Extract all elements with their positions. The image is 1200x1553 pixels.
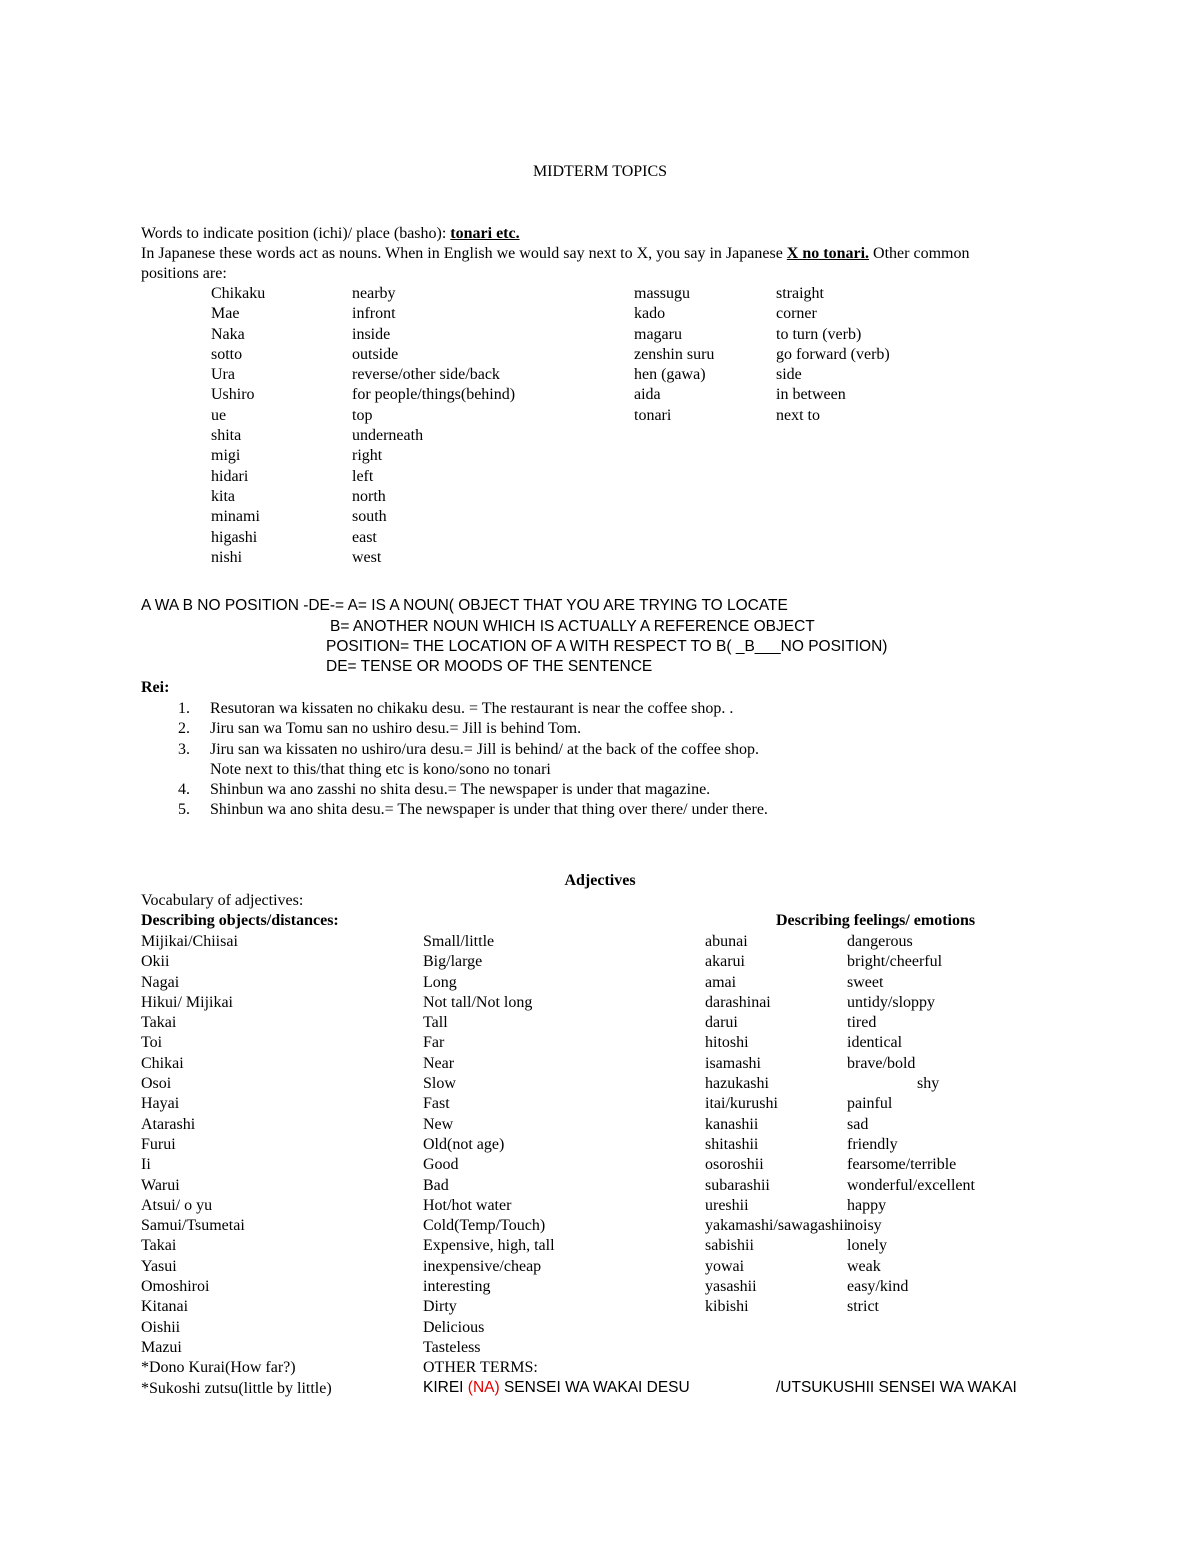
objects-en-item: Hot/hot water: [423, 1196, 512, 1214]
positions-left-jp-item: shita: [211, 427, 242, 445]
positions-right-jp-column: [634, 284, 714, 426]
example-part-2: SENSEI WA WAKAI DESU: [499, 1379, 690, 1396]
intro-line-2-suffix: Other common: [869, 245, 970, 262]
objects-en-item: Tall: [423, 1014, 448, 1032]
intro-line-2: [141, 244, 969, 264]
positions-left-en-item: west: [352, 548, 382, 566]
positions-left-jp-column: [211, 284, 265, 568]
rei-example-text: Shinbun wa ano zasshi no shita desu.= The newspaper is under that magazine.: [210, 781, 711, 799]
positions-right-jp-item: hen (gawa): [634, 366, 706, 384]
feelings-en-item: sad: [847, 1115, 869, 1133]
structure-line-3: POSITION= THE LOCATION OF A WITH RESPECT TO B( _B___NO POSITION): [326, 638, 888, 655]
feelings-jp-item: amai: [705, 973, 737, 991]
feelings-jp-item: subarashii: [705, 1176, 770, 1194]
objects-en-item: OTHER TERMS:: [423, 1359, 538, 1377]
objects-en-item: Old(not age): [423, 1135, 505, 1153]
objects-jp-item: Nagai: [141, 973, 180, 991]
feelings-jp-item: itai/kurushi: [705, 1095, 778, 1113]
rei-example-number: 4.: [178, 781, 190, 799]
feelings-jp-item: darashinai: [705, 993, 771, 1011]
rei-example-text: Jiru san wa Tomu san no ushiro desu.= Jill is behind Tom.: [210, 720, 582, 738]
objects-jp-item: *Sukoshi zutsu(little by little): [141, 1379, 332, 1397]
other-terms-example: [423, 1378, 690, 1398]
intro-line-3: positions are:: [141, 265, 227, 282]
positions-left-jp-item: higashi: [211, 528, 258, 546]
positions-left-jp-item: migi: [211, 447, 241, 465]
objects-jp-item: Furui: [141, 1135, 176, 1153]
objects-jp-item: Atarashi: [141, 1115, 196, 1133]
positions-left-en-item: east: [352, 528, 377, 546]
feelings-jp-item: hazukashi: [705, 1075, 769, 1093]
adjectives-heading: Adjectives: [564, 872, 636, 889]
positions-left-jp-item: Ura: [211, 366, 235, 384]
feelings-en-item: bright/cheerful: [847, 953, 943, 971]
positions-left-jp-item: Chikaku: [211, 285, 266, 302]
feelings-jp-item: kanashii: [705, 1115, 759, 1133]
intro-line-1-bold: tonari etc.: [450, 225, 520, 242]
positions-left-en-item: left: [352, 467, 374, 485]
positions-left-jp-item: ue: [211, 406, 227, 424]
positions-left-en-item: inside: [352, 325, 391, 343]
positions-left-jp-item: Ushiro: [211, 386, 255, 404]
feelings-en-item: fearsome/terrible: [847, 1156, 957, 1174]
rei-example-text: Note next to this/that thing etc is kono/sono no tonari: [210, 760, 551, 778]
feelings-en-item: easy/kind: [847, 1278, 909, 1296]
objects-en-column: [423, 932, 555, 1379]
positions-left-en-item: outside: [352, 345, 399, 363]
objects-en-item: Long: [423, 973, 457, 991]
feelings-en-item: lonely: [847, 1237, 887, 1255]
objects-jp-item: Osoi: [141, 1075, 172, 1093]
feelings-en-item: shy: [917, 1075, 940, 1093]
positions-left-en-item: top: [352, 406, 373, 424]
feelings-jp-item: akarui: [705, 953, 745, 971]
objects-jp-item: Oishii: [141, 1318, 181, 1336]
objects-jp-item: Kitanai: [141, 1298, 189, 1316]
positions-right-jp-item: kado: [634, 305, 666, 323]
positions-left-en-item: right: [352, 447, 383, 465]
feelings-jp-item: yakamashi/sawagashii: [705, 1217, 849, 1235]
objects-jp-item: Takai: [141, 1014, 177, 1032]
intro-line-1: [141, 224, 520, 244]
intro-line-2-bold: X no tonari.: [786, 245, 870, 262]
objects-en-item: Slow: [423, 1075, 456, 1093]
objects-jp-item: Hayai: [141, 1095, 180, 1113]
rei-example-text: Jiru san wa kissaten no ushiro/ura desu.= Jill is behind/ at the back of the coffee shop.: [210, 740, 760, 758]
feelings-jp-item: kibishi: [705, 1298, 749, 1316]
positions-left-en-item: south: [352, 508, 387, 526]
objects-jp-item: *Dono Kurai(How far?): [141, 1359, 296, 1377]
feelings-jp-item: shitashii: [705, 1135, 759, 1153]
positions-right-jp-item: aida: [634, 386, 661, 404]
positions-left-jp-item: hidari: [211, 467, 249, 485]
feelings-en-item: tired: [847, 1014, 877, 1032]
feelings-en-item: identical: [847, 1034, 903, 1052]
feelings-jp-column: [705, 932, 848, 1318]
positions-left-en-column: [352, 284, 515, 568]
feelings-jp-item: sabishii: [705, 1237, 754, 1255]
feelings-en-item: brave/bold: [847, 1054, 916, 1072]
feelings-heading: Describing feelings/ emotions: [776, 912, 976, 929]
feelings-en-item: weak: [847, 1257, 881, 1275]
positions-left-en-item: reverse/other side/back: [352, 366, 500, 384]
objects-en-item: Delicious: [423, 1318, 485, 1336]
structure-line-2: B= ANOTHER NOUN WHICH IS ACTUALLY A REFERENCE OBJECT: [330, 618, 815, 635]
objects-en-item: New: [423, 1115, 454, 1133]
positions-left-jp-item: nishi: [211, 548, 243, 566]
objects-heading: Describing objects/distances:: [141, 912, 339, 929]
feelings-en-item: painful: [847, 1095, 893, 1113]
rei-example-number: 1.: [178, 700, 190, 717]
feelings-jp-item: osoroshii: [705, 1156, 764, 1174]
positions-left-en-item: underneath: [352, 427, 424, 445]
feelings-en-item: dangerous: [847, 933, 913, 950]
positions-right-jp-item: tonari: [634, 406, 672, 424]
feelings-jp-item: darui: [705, 1014, 738, 1032]
objects-jp-item: Yasui: [141, 1257, 177, 1275]
positions-right-en-item: in between: [776, 386, 846, 404]
feelings-jp-item: isamashi: [705, 1054, 761, 1072]
positions-left-jp-item: minami: [211, 508, 260, 526]
feelings-en-item: happy: [847, 1196, 887, 1214]
objects-en-item: Big/large: [423, 953, 483, 971]
objects-jp-item: Hikui/ Mijikai: [141, 993, 233, 1011]
na-marker: (NA): [467, 1379, 500, 1396]
rei-example-number: 2.: [178, 720, 190, 738]
adjectives-vocab-label: Vocabulary of adjectives:: [141, 892, 304, 909]
rei-example-number: 5.: [178, 801, 190, 819]
feelings-jp-item: abunai: [705, 933, 748, 950]
rei-example-number: 3.: [178, 740, 190, 758]
objects-en-item: Not tall/Not long: [423, 993, 533, 1011]
feelings-en-item: strict: [847, 1298, 879, 1316]
objects-jp-column: [141, 932, 332, 1399]
feelings-en-item: wonderful/excellent: [847, 1176, 975, 1194]
structure-line-1: A WA B NO POSITION -DE-= A= IS A NOUN( OBJECT THAT YOU ARE TRYING TO LOCATE: [141, 597, 788, 614]
objects-en-item: Expensive, high, tall: [423, 1237, 555, 1255]
objects-en-item: inexpensive/cheap: [423, 1257, 542, 1275]
positions-right-en-item: side: [776, 366, 802, 384]
objects-jp-item: Samui/Tsumetai: [141, 1217, 245, 1235]
feelings-jp-item: hitoshi: [705, 1034, 749, 1052]
objects-en-item: Small/little: [423, 933, 495, 950]
rei-label: Rei:: [141, 679, 170, 696]
intro-line-1-text: Words to indicate position (ichi)/ place (basho):: [141, 225, 451, 242]
positions-right-en-item: straight: [776, 285, 824, 302]
objects-en-item: Bad: [423, 1176, 449, 1194]
example-part-1: KIREI: [423, 1379, 468, 1396]
feelings-en-column: [847, 932, 975, 1318]
positions-left-en-item: infront: [352, 305, 396, 323]
positions-left-en-item: for people/things(behind): [352, 386, 516, 404]
feelings-en-item: noisy: [847, 1217, 882, 1235]
objects-en-item: Good: [423, 1156, 459, 1174]
positions-right-en-item: next to: [776, 406, 820, 424]
feelings-en-item: sweet: [847, 973, 884, 991]
feelings-en-item: untidy/sloppy: [847, 993, 936, 1011]
positions-left-en-item: nearby: [352, 285, 396, 302]
objects-en-item: Far: [423, 1034, 445, 1052]
objects-jp-item: Atsui/ o yu: [141, 1196, 213, 1214]
objects-jp-item: Warui: [141, 1176, 180, 1194]
positions-right-jp-item: zenshin suru: [634, 345, 715, 363]
objects-en-item: Fast: [423, 1095, 450, 1113]
rei-example-text: Resutoran wa kissaten no chikaku desu. = The restaurant is near the coffee shop. .: [210, 700, 734, 717]
objects-jp-item: Takai: [141, 1237, 177, 1255]
objects-jp-item: Toi: [141, 1034, 163, 1052]
objects-jp-item: Chikai: [141, 1054, 184, 1072]
objects-en-item: Dirty: [423, 1298, 457, 1316]
rei-example-text: Shinbun wa ano shita desu.= The newspaper is under that thing over there/ under there.: [210, 801, 768, 819]
positions-right-en-column: [776, 284, 890, 426]
positions-left-jp-item: Mae: [211, 305, 240, 323]
other-terms-example-alt: /UTSUKUSHII SENSEI WA WAKAI: [776, 1379, 1017, 1396]
positions-left-jp-item: sotto: [211, 345, 243, 363]
objects-en-item: Tasteless: [423, 1338, 481, 1356]
structure-line-4: DE= TENSE OR MOODS OF THE SENTENCE: [326, 658, 653, 675]
positions-right-en-item: go forward (verb): [776, 345, 890, 363]
objects-jp-item: Okii: [141, 953, 170, 971]
positions-left-jp-item: Naka: [211, 325, 245, 343]
feelings-en-item: friendly: [847, 1135, 898, 1153]
positions-right-jp-item: massugu: [634, 285, 690, 302]
objects-jp-item: Omoshiroi: [141, 1278, 210, 1296]
objects-en-item: interesting: [423, 1278, 491, 1296]
feelings-jp-item: yasashii: [705, 1278, 757, 1296]
objects-jp-item: Mazui: [141, 1338, 182, 1356]
positions-right-en-item: corner: [776, 305, 817, 323]
intro-line-2-text: In Japanese these words act as nouns. When in English we would say next to X, you say in Japanese: [141, 245, 787, 262]
objects-en-item: Near: [423, 1054, 455, 1072]
feelings-jp-item: ureshii: [705, 1196, 749, 1214]
positions-left-jp-item: kita: [211, 487, 235, 505]
positions-right-jp-item: magaru: [634, 325, 682, 343]
page-title: MIDTERM TOPICS: [532, 163, 668, 180]
positions-left-en-item: north: [352, 487, 386, 505]
positions-right-en-item: to turn (verb): [776, 325, 862, 343]
objects-jp-item: Ii: [141, 1156, 151, 1174]
feelings-jp-item: yowai: [705, 1257, 745, 1275]
objects-en-item: Cold(Temp/Touch): [423, 1217, 546, 1235]
objects-jp-item: Mijikai/Chiisai: [141, 933, 238, 950]
